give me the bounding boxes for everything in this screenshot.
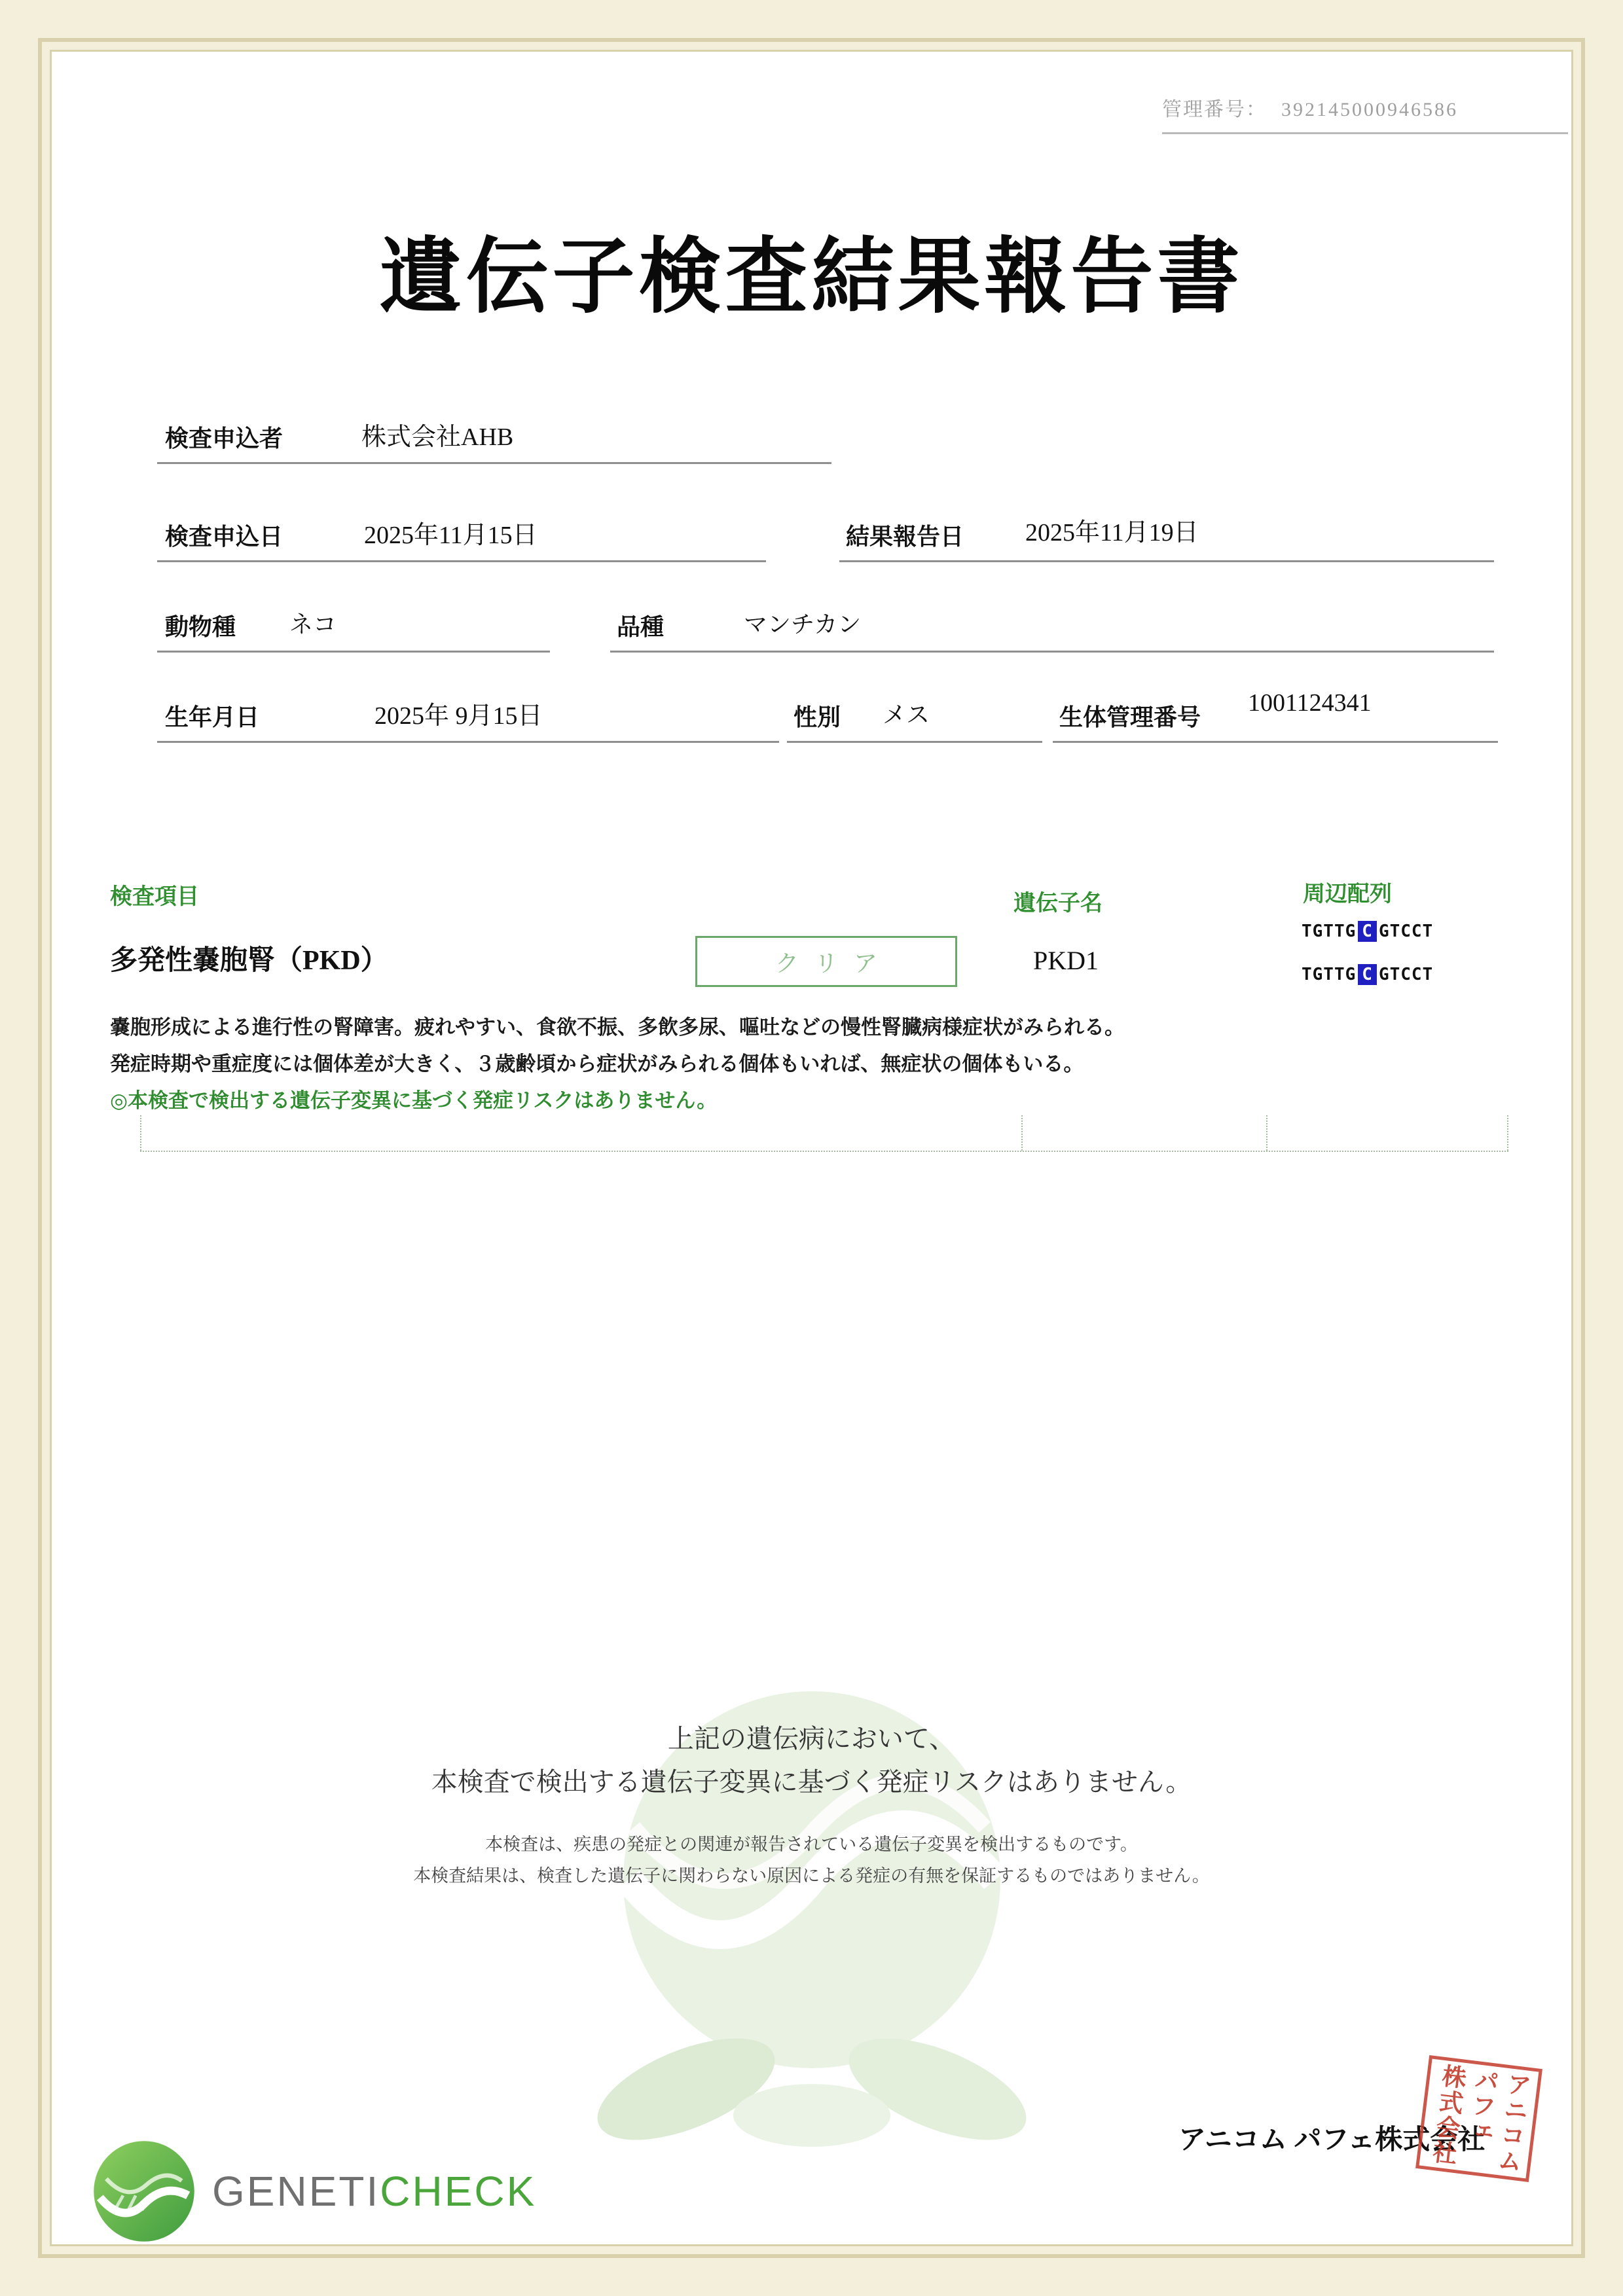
field-underline: [157, 651, 550, 653]
sex-label: 性別: [793, 704, 841, 730]
page-title: 遺伝子検査結果報告書: [379, 232, 1244, 323]
gene-name-value: PKD1: [1033, 946, 1099, 975]
report-date-value: 2025年11月19日: [1025, 519, 1199, 547]
test-item-name: 多発性嚢胞腎（PKD）: [110, 946, 388, 976]
sequence-prefix: TGTTG: [1302, 922, 1357, 941]
logo-text-geneti: GENETI: [212, 2168, 380, 2215]
sequence-variant-highlight: C: [1358, 964, 1377, 985]
applicant-label: 検査申込者: [165, 425, 283, 452]
summary-line-2: 本検査で検出する遺伝子変異に基づく発症リスクはありません。: [431, 1768, 1192, 1797]
test-item-header: 検査項目: [110, 885, 199, 909]
company-seal-text: [1424, 2062, 1534, 2175]
field-underline: [787, 741, 1042, 743]
field-underline: [157, 741, 779, 743]
sequence-suffix: GTCCT: [1378, 922, 1434, 941]
disease-description: [110, 1009, 1531, 1119]
dotted-divider-vertical: [1507, 1115, 1508, 1151]
dotted-divider-vertical: [140, 1115, 141, 1151]
sex-value: メス: [883, 702, 930, 728]
seal-line-2: パフェ: [1463, 2066, 1499, 2146]
breed-value: マンチカン: [744, 611, 862, 637]
geneticheck-logo-icon: [92, 2139, 196, 2244]
result-clear-badge: [695, 936, 957, 987]
description-line-2: 発症時期や重症度には個体差が大きく、３歳齢頃から症状がみられる個体もいれば、無症状の個体もいる。: [110, 1052, 1084, 1075]
field-underline: [610, 651, 1494, 653]
dotted-divider-horizontal: [140, 1151, 1508, 1152]
geneticheck-logo-text: [212, 2167, 536, 2215]
animal-id-label: 生体管理番号: [1059, 704, 1201, 730]
summary-note-1: 本検査は、疾患の発症との関連が報告されている遺伝子変異を検出するものです。: [485, 1835, 1138, 1854]
sequence-suffix: GTCCT: [1378, 965, 1434, 984]
field-underline: [839, 560, 1494, 562]
birthdate-label: 生年月日: [165, 704, 260, 730]
management-number-value: 392145000946586: [1281, 99, 1458, 120]
summary-block: [0, 1717, 1623, 1892]
birthdate-value: 2025年 9月15日: [374, 702, 543, 730]
sequence-prefix: TGTTG: [1302, 965, 1357, 984]
dotted-divider-vertical: [1266, 1115, 1267, 1151]
field-underline: [157, 462, 831, 464]
report-date-label: 結果報告日: [846, 524, 964, 550]
logo-text-check: CHECK: [380, 2168, 537, 2215]
species-value: ネコ: [289, 611, 337, 637]
result-clear-label: クリア: [775, 950, 893, 977]
management-number-row: [1162, 93, 1568, 134]
description-line-1: 嚢胞形成による進行性の腎障害。疲れやすい、食欲不振、多飲多尿、嘔吐などの慢性腎臓病様症状がみられる。: [110, 1016, 1125, 1039]
risk-note: ◎本検査で検出する遺伝子変異に基づく発症リスクはありません。: [110, 1089, 718, 1112]
apply-date-value: 2025年11月15日: [364, 522, 538, 549]
animal-id-value: 1001124341: [1248, 689, 1372, 717]
geneticheck-logo: [92, 2139, 536, 2244]
sequence-row: [1302, 922, 1433, 941]
gene-name-header: 遺伝子名: [1013, 891, 1103, 916]
seal-line-3: 株式会社: [1427, 2062, 1467, 2167]
sequence-row: [1302, 965, 1433, 984]
summary-line-1: 上記の遺伝病において、: [667, 1725, 956, 1753]
summary-note-2: 本検査結果は、検査した遺伝子に関わらない原因による発症の有無を保証するものではありません。: [413, 1866, 1210, 1886]
sequence-header: 周辺配列: [1303, 882, 1392, 906]
field-underline: [157, 560, 766, 562]
applicant-value: 株式会社AHB: [361, 423, 514, 451]
management-number-label: 管理番号：: [1162, 99, 1267, 120]
species-label: 動物種: [165, 614, 236, 640]
dotted-divider-vertical: [1021, 1115, 1023, 1151]
company-seal-stamp: [1415, 2055, 1542, 2182]
company-name: アニコム パフェ株式会社: [1178, 2125, 1486, 2155]
sequence-variant-highlight: C: [1358, 921, 1377, 942]
breed-label: 品種: [617, 614, 665, 640]
field-underline: [1053, 741, 1498, 743]
seal-line-1: アニコム: [1492, 2070, 1531, 2176]
apply-date-label: 検査申込日: [165, 524, 283, 550]
